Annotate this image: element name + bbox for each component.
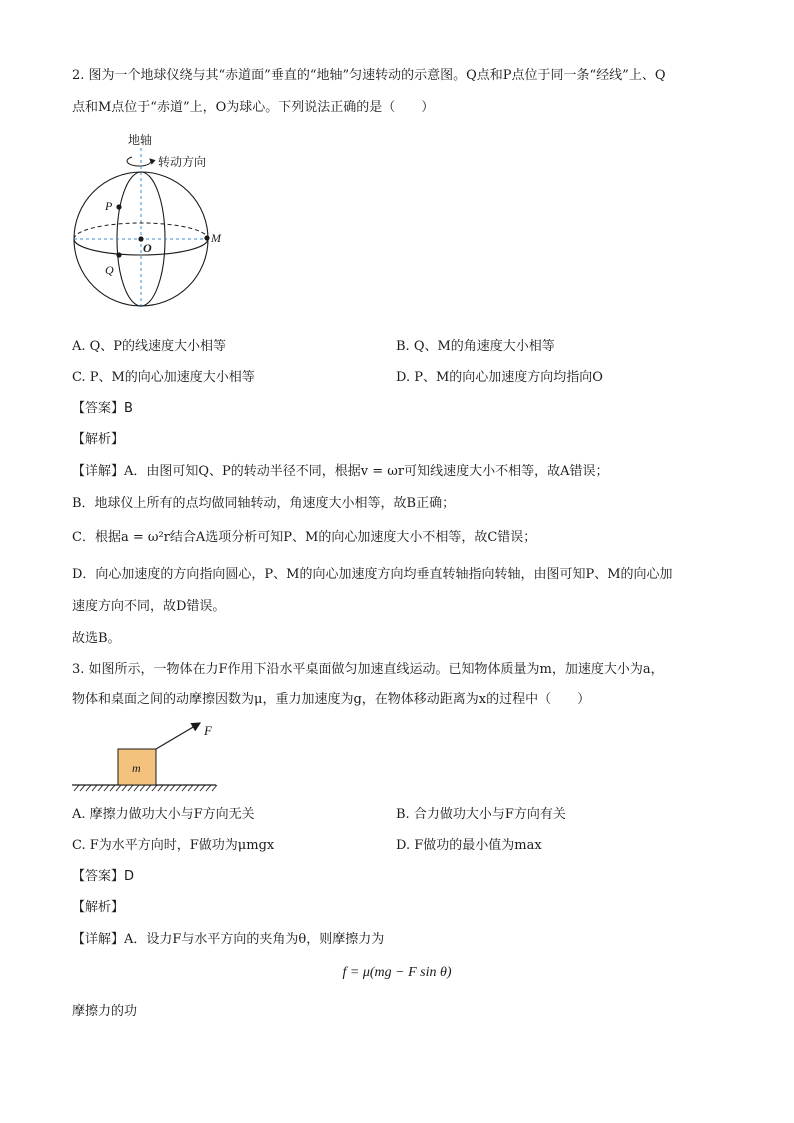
block-diagram (70, 718, 230, 798)
point-o-label: O (143, 241, 152, 255)
q2-stem-line2: 点和M点位于“赤道”上，O为球心。下列说法正确的是（ ） (72, 100, 435, 115)
rotation-label: 转动方向 (158, 155, 207, 169)
q2-detail-d-line2: 速度方向不同，故D错误。 (72, 599, 226, 614)
q3-detail-a: 【详解】A．设力F与水平方向的夹角为θ，则摩擦力为 (72, 932, 385, 947)
q3-option-a[interactable]: A. 摩擦力做功大小与F方向无关 (72, 807, 255, 822)
point-q-label: Q (105, 263, 114, 277)
q2-answer: 【答案】B (72, 401, 133, 416)
q3-tail-text: 摩擦力的功 (72, 1004, 138, 1019)
ground-hatching (74, 785, 217, 791)
q2-analysis-heading: 【解析】 (72, 432, 125, 447)
point-p-label: P (105, 199, 113, 213)
q2-detail-d-line1: D．向心加速度的方向指向圆心，P、M的向心加速度方向均垂直转轴指向转轴，由图可知P、M的向心加 (72, 567, 673, 582)
axis-label: 地轴 (128, 133, 153, 147)
q2-conclusion: 故选B。 (72, 631, 121, 646)
q2-option-a[interactable]: A. Q、P的线速度大小相等 (72, 339, 227, 354)
point-q-dot (116, 252, 121, 257)
rotation-arrow (127, 157, 151, 166)
q2-option-b[interactable]: B. Q、M的角速度大小相等 (396, 339, 555, 354)
force-arrow (156, 723, 200, 749)
q3-analysis-heading: 【解析】 (72, 900, 125, 915)
q3-option-c[interactable]: C. F为水平方向时，F做功为μmgx (72, 838, 275, 853)
point-p-dot (116, 204, 121, 209)
globe-diagram (62, 128, 232, 313)
q3-option-b[interactable]: B. 合力做功大小与F方向有关 (396, 807, 566, 822)
q2-stem-line1: 2. 图为一个地球仪绕与其“赤道面”垂直的“地轴”匀速转动的示意图。Q点和P点位于同一条“经线”上、Q (72, 68, 666, 83)
q2-detail-c: C．根据a = ω²r结合A选项分析可知P、M的向心加速度大小不相等，故C错误； (72, 530, 537, 545)
q2-option-d[interactable]: D. P、M的向心加速度方向均指向O (396, 370, 603, 385)
mass-label: m (132, 761, 141, 775)
point-m-label: M (211, 231, 221, 245)
q2-detail-a: 【详解】A．由图可知Q、P的转动半径不同，根据v = ωr可知线速度大小不相等，故A错误； (72, 464, 609, 479)
q2-option-c[interactable]: C. P、M的向心加速度大小相等 (72, 370, 255, 385)
force-label: F (204, 723, 212, 738)
point-m-dot (204, 235, 209, 240)
friction-formula: f = μ(mg − F sin θ) (342, 965, 452, 980)
q3-stem-line1: 3. 如图所示，一物体在力F作用下沿水平桌面做匀加速直线运动。已知物体质量为m，加速度大小为a， (72, 662, 664, 677)
q3-stem-line2: 物体和桌面之间的动摩擦因数为μ，重力加速度为g，在物体移动距离为x的过程中（ ） (72, 692, 591, 707)
q2-detail-b: B．地球仪上所有的点均做同轴转动，角速度大小相等，故B正确； (72, 496, 456, 511)
q3-answer: 【答案】D (72, 869, 135, 884)
q3-option-d[interactable]: D. F做功的最小值为max (396, 838, 542, 853)
